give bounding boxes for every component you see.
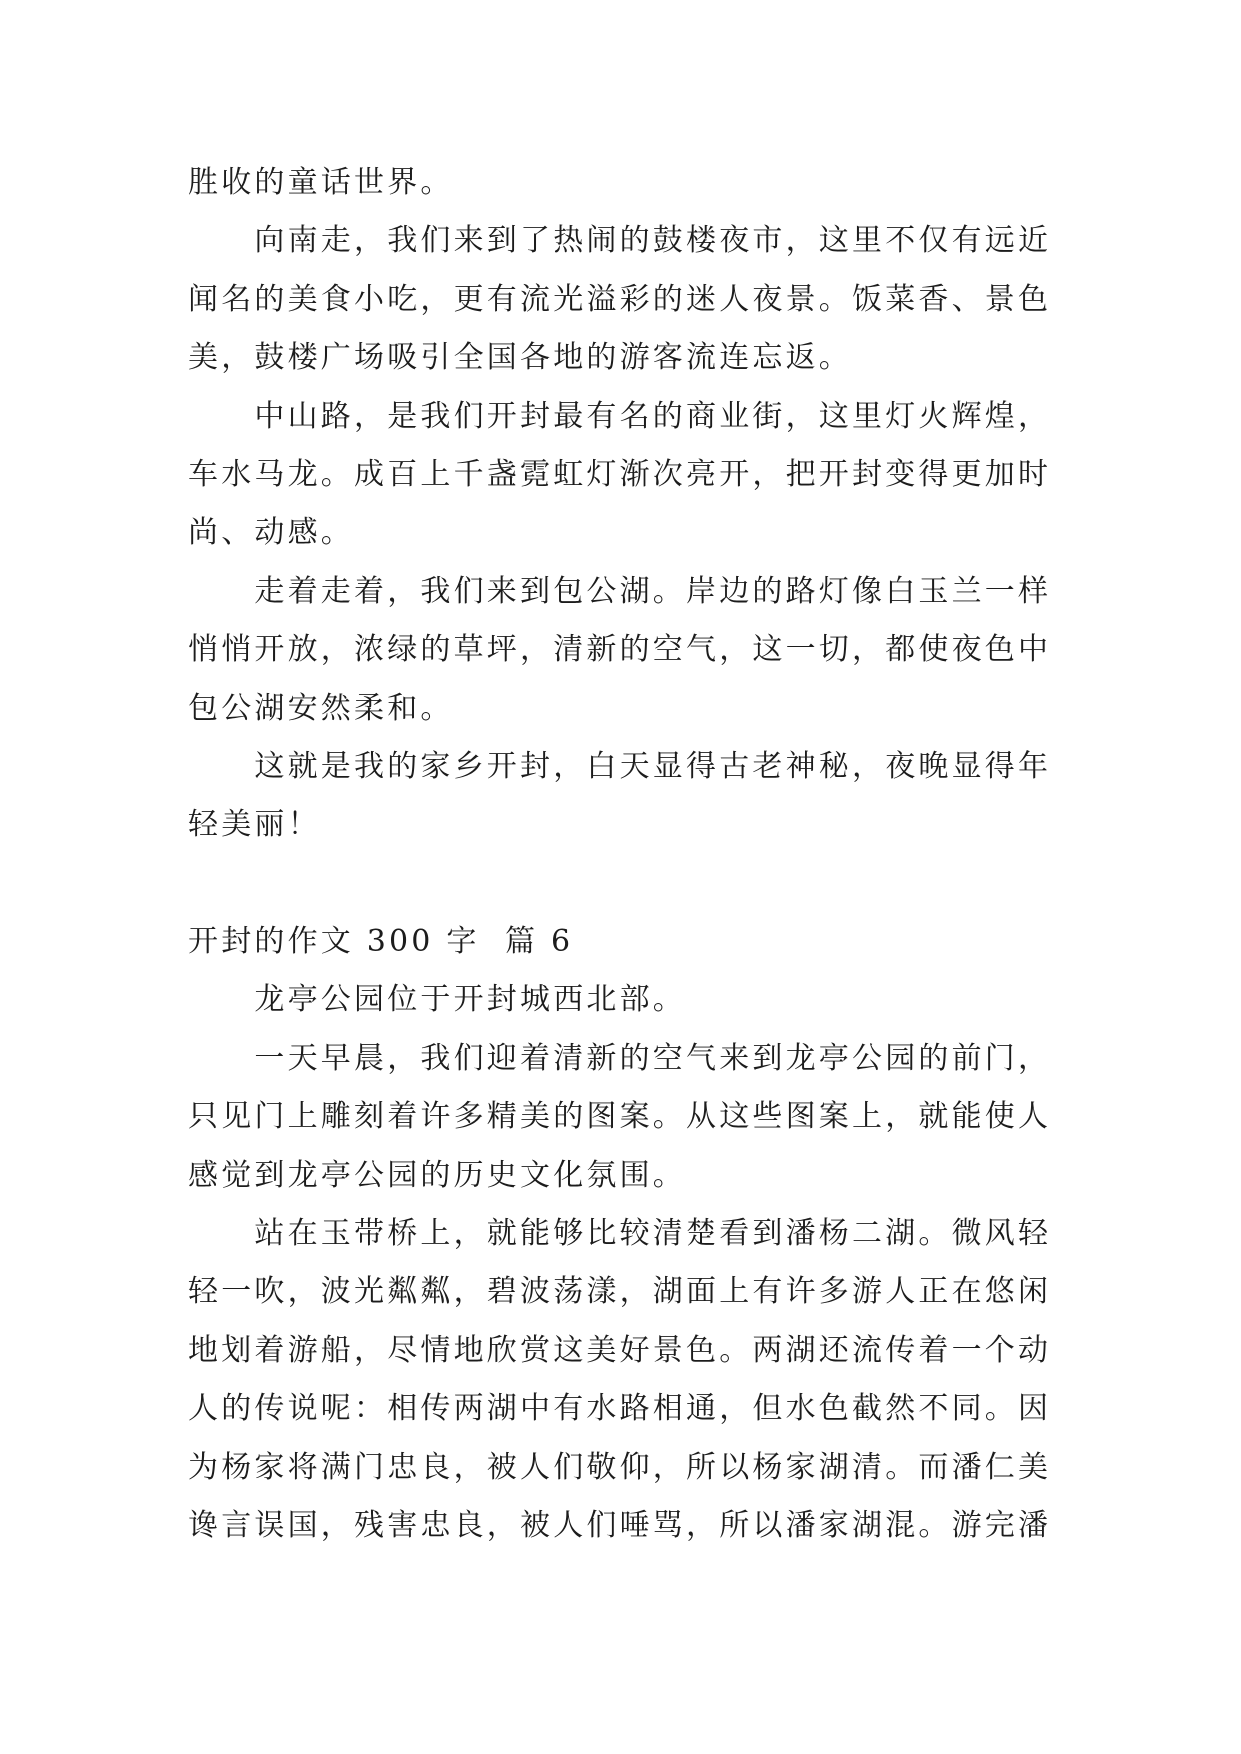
paragraph bbox=[188, 971, 1088, 1029]
text-line: 轻一吹，波光粼粼，碧波荡漾，湖面上有许多游人正在悠闲 bbox=[188, 1274, 1052, 1310]
paragraph bbox=[188, 1030, 1088, 1205]
text-line: 悄悄开放，浓绿的草坪，清新的空气，这一切，都使夜色中 bbox=[188, 632, 1052, 668]
text-line: 走着走着，我们来到包公湖。岸边的路灯像白玉兰一样 bbox=[254, 573, 1052, 609]
text-line: 龙亭公园位于开封城西北部。 bbox=[254, 982, 686, 1018]
text-line: 为杨家将满门忠良，被人们敬仰，所以杨家湖清。而潘仁美 bbox=[188, 1449, 1052, 1485]
paragraph bbox=[188, 738, 1088, 855]
paragraph bbox=[188, 1205, 1088, 1555]
paragraph bbox=[188, 563, 1088, 738]
text-line: 轻美丽！ bbox=[188, 807, 321, 843]
text-line: 站在玉带桥上，就能够比较清楚看到潘杨二湖。微风轻 bbox=[254, 1216, 1052, 1252]
paragraph bbox=[188, 388, 1088, 563]
text-line: 车水马龙。成百上千盏霓虹灯渐次亮开，把开封变得更加时 bbox=[188, 456, 1052, 492]
text-line: 包公湖安然柔和。 bbox=[188, 690, 454, 726]
text-line: 人的传说呢：相传两湖中有水路相通，但水色截然不同。因 bbox=[188, 1391, 1052, 1427]
text-line: 闻名的美食小吃，更有流光溢彩的迷人夜景。饭菜香、景色 bbox=[188, 281, 1052, 317]
section-heading bbox=[188, 913, 1088, 971]
text-line: 地划着游船，尽情地欣赏这美好景色。两湖还流传着一个动 bbox=[188, 1332, 1052, 1368]
text-line: 中山路，是我们开封最有名的商业街，这里灯火辉煌， bbox=[254, 398, 1052, 434]
text-line: 尚、动感。 bbox=[188, 515, 354, 551]
text-line: 这就是我的家乡开封，白天显得古老神秘，夜晚显得年 bbox=[254, 748, 1052, 784]
text-line: 美，鼓楼广场吸引全国各地的游客流连忘返。 bbox=[188, 340, 852, 376]
text-line: 谗言误国，残害忠良，被人们唾骂，所以潘家湖混。游完潘 bbox=[188, 1507, 1052, 1543]
document-body bbox=[188, 154, 1088, 1555]
text-line: 向南走，我们来到了热闹的鼓楼夜市，这里不仅有远近 bbox=[254, 223, 1052, 259]
paragraph bbox=[188, 212, 1088, 387]
paragraph bbox=[188, 154, 1088, 212]
heading-text: 开封的作文 300 字 篇 6 bbox=[188, 924, 574, 960]
text-line: 只见门上雕刻着许多精美的图案。从这些图案上，就能使人 bbox=[188, 1099, 1052, 1135]
text-line: 一天早晨，我们迎着清新的空气来到龙亭公园的前门， bbox=[254, 1040, 1052, 1076]
text-line: 感觉到龙亭公园的历史文化氛围。 bbox=[188, 1157, 686, 1193]
text-line: 胜收的童话世界。 bbox=[188, 165, 454, 200]
